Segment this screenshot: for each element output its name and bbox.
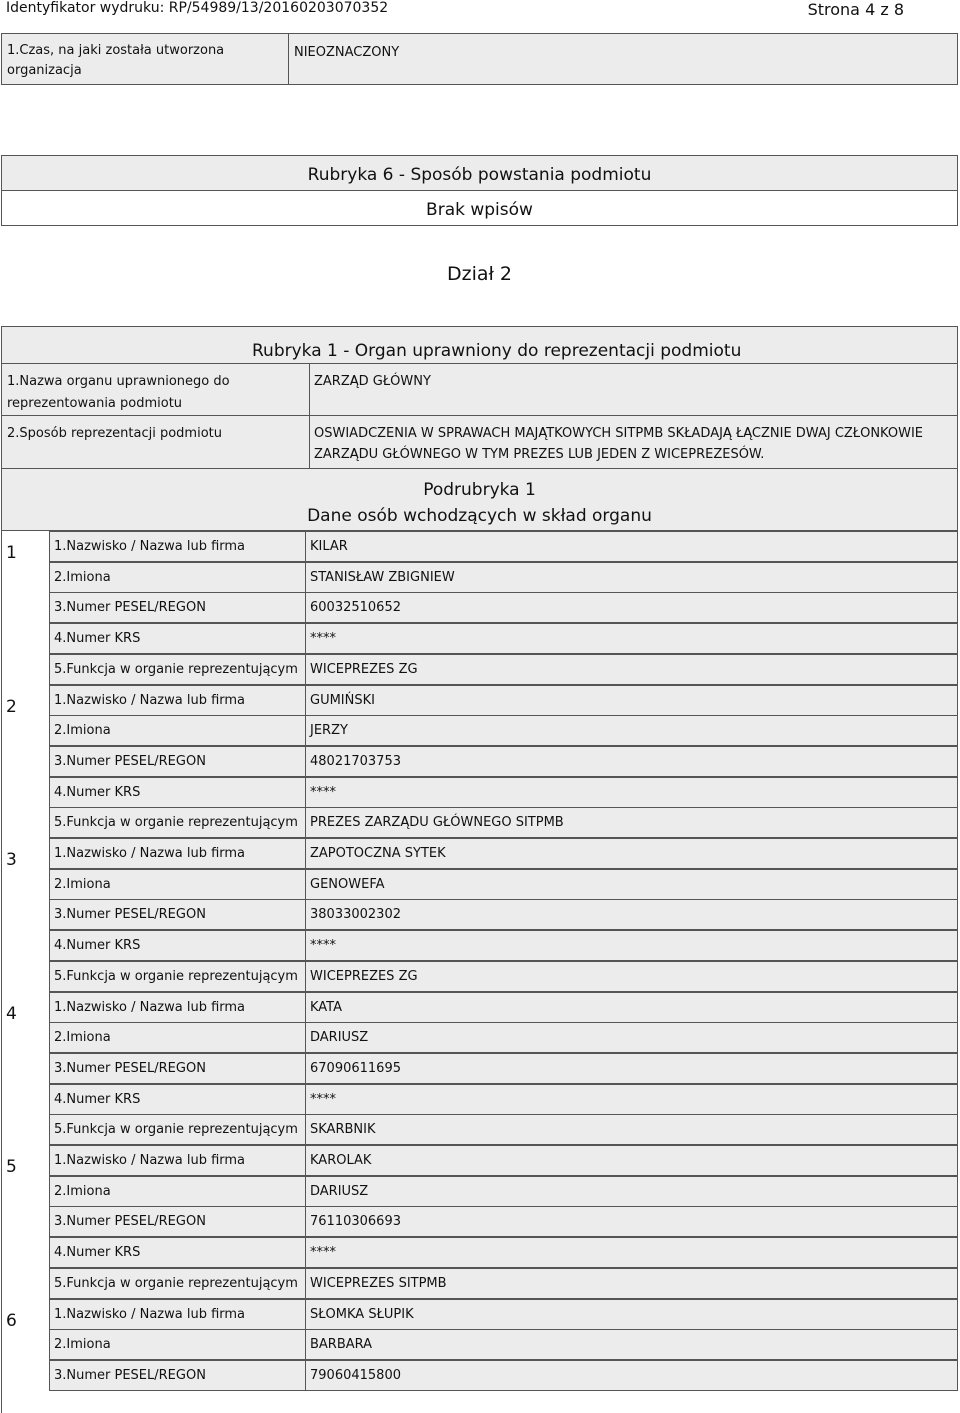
field-divider <box>305 747 306 776</box>
person-field-row <box>49 1360 958 1391</box>
person-field-row <box>49 992 958 1023</box>
person-field-row <box>49 1145 958 1176</box>
duration-label-line2: organizacja <box>7 63 82 78</box>
organ-label-line1: 1.Nazwa organu uprawnionego do <box>7 374 230 389</box>
person-number: 1 <box>6 543 17 563</box>
field-value: KATA <box>310 999 343 1015</box>
rubric1-divider-h2 <box>2 415 957 416</box>
field-label: 4.Numer KRS <box>54 784 141 800</box>
person-number: 2 <box>6 696 17 717</box>
person-number: 6 <box>6 1310 17 1331</box>
person-field-row <box>49 1176 958 1207</box>
field-label: 4.Numer KRS <box>54 938 141 954</box>
person-field-row <box>49 961 958 992</box>
field-value: ZAPOTOCZNA SYTEK <box>310 846 446 861</box>
field-value: 79060415800 <box>310 1367 401 1383</box>
rubric1-title: Rubryka 1 - Organ uprawniony do reprezentacji podmiotu <box>252 341 742 361</box>
person-field-row <box>49 1329 958 1360</box>
rubric6-value-box <box>1 190 958 226</box>
person-number: 3 <box>6 850 17 870</box>
rubric6-value: Brak wpisów <box>426 200 533 220</box>
field-divider <box>305 1269 306 1298</box>
person-field-row <box>49 869 958 900</box>
field-label: 4.Numer KRS <box>54 631 141 647</box>
field-value: JERZY <box>310 723 348 739</box>
field-divider <box>305 1115 306 1144</box>
duration-label <box>7 41 224 81</box>
field-label: 3.Numer PESEL/REGON <box>54 600 206 616</box>
field-divider <box>305 624 306 653</box>
person-field-row <box>49 899 958 930</box>
method-value-line1: OSWIADCZENIA W SPRAWACH MAJĄTKOWYCH SITPMB SKŁADAJĄ ŁĄCZNIE DWAJ CZŁONKOWIE <box>314 426 924 441</box>
field-divider <box>305 686 306 715</box>
page-number: Strona 4 z 8 <box>807 0 904 19</box>
field-value: GENOWEFA <box>310 876 385 892</box>
field-divider <box>305 1300 306 1329</box>
person-field-row <box>49 654 958 685</box>
person-field-row <box>49 1268 958 1299</box>
field-label: 2.Imiona <box>54 723 111 739</box>
duration-value: NIEOZNACZONY <box>294 45 400 60</box>
field-value: PREZES ZARZĄDU GŁÓWNEGO SITPMB <box>310 815 564 831</box>
print-identifier: Identyfikator wydruku: RP/54989/13/20160203070352 <box>6 0 389 16</box>
method-value <box>314 424 923 465</box>
field-value: WICEPREZES ZG <box>310 968 418 984</box>
field-label: 3.Numer PESEL/REGON <box>54 1214 206 1230</box>
subrubric-title: Podrubryka 1 <box>423 480 536 500</box>
field-label: 3.Numer PESEL/REGON <box>54 753 206 769</box>
field-value: STANISŁAW ZBIGNIEW <box>310 569 455 585</box>
person-field-row <box>49 1022 958 1053</box>
field-label: 3.Numer PESEL/REGON <box>54 907 206 923</box>
field-value: SŁOMKA SŁUPIK <box>310 1306 414 1322</box>
field-value: GUMIŃSKI <box>310 692 375 708</box>
field-divider <box>305 1330 306 1359</box>
rubric1-box <box>1 326 958 469</box>
field-value: DARIUSZ <box>310 1030 369 1046</box>
field-label: 2.Imiona <box>54 1337 111 1353</box>
person-field-row <box>49 685 958 716</box>
field-divider <box>305 1054 306 1083</box>
field-divider <box>305 593 306 622</box>
person-field-row <box>49 592 958 623</box>
field-divider <box>305 716 306 745</box>
field-divider <box>305 1177 306 1206</box>
field-label: 1.Nazwisko / Nazwa lub firma <box>54 539 246 554</box>
field-value: **** <box>310 938 336 954</box>
duration-label-line1: 1.Czas, na jaki została utworzona <box>7 43 225 58</box>
field-value: **** <box>310 631 336 647</box>
person-field-row <box>49 531 958 562</box>
person-field-row <box>49 1299 958 1330</box>
field-divider <box>305 839 306 868</box>
organ-label-line2: reprezentowania podmiotu <box>7 396 183 411</box>
field-label: 1.Nazwisko / Nazwa lub firma <box>54 1153 246 1168</box>
subrubric-subtitle: Dane osób wchodzących w skład organu <box>307 506 652 526</box>
person-field-row <box>49 623 958 654</box>
field-divider <box>305 655 306 684</box>
duration-divider <box>288 34 289 84</box>
person-field-row <box>49 1053 958 1084</box>
field-divider <box>305 900 306 929</box>
person-field-row <box>49 1084 958 1115</box>
field-divider <box>305 808 306 837</box>
field-label: 5.Funkcja w organie reprezentującym <box>54 1122 298 1138</box>
field-label: 5.Funkcja w organie reprezentującym <box>54 968 298 984</box>
field-label: 1.Nazwisko / Nazwa lub firma <box>54 1306 246 1322</box>
person-field-row <box>49 777 958 808</box>
field-divider <box>305 532 306 561</box>
field-value: **** <box>310 1091 336 1107</box>
field-divider <box>305 870 306 899</box>
field-value: BARBARA <box>310 1337 373 1353</box>
field-divider <box>305 1023 306 1052</box>
field-value: KILAR <box>310 539 348 554</box>
person-field-row <box>49 1206 958 1237</box>
subrubric-box <box>1 468 958 531</box>
method-label: 2.Sposób reprezentacji podmiotu <box>7 426 222 441</box>
field-label: 1.Nazwisko / Nazwa lub firma <box>54 999 246 1015</box>
person-field-row <box>49 1237 958 1268</box>
rubric1-divider-h <box>2 363 957 364</box>
section-title: Dział 2 <box>446 263 513 285</box>
field-label: 2.Imiona <box>54 1183 111 1199</box>
field-value: 76110306693 <box>310 1214 401 1230</box>
field-label: 2.Imiona <box>54 1030 111 1046</box>
field-divider <box>305 1207 306 1236</box>
person-field-row <box>49 838 958 869</box>
field-value: SKARBNIK <box>310 1122 376 1138</box>
field-value: 60032510652 <box>310 600 401 616</box>
field-divider <box>305 1146 306 1175</box>
field-divider <box>305 1238 306 1267</box>
field-divider <box>305 993 306 1022</box>
field-divider <box>305 931 306 960</box>
person-field-row <box>49 1114 958 1145</box>
person-field-row <box>49 807 958 838</box>
person-field-row <box>49 930 958 961</box>
rubric6-title: Rubryka 6 - Sposób powstania podmiotu <box>307 165 652 185</box>
person-field-row <box>49 715 958 746</box>
duration-row <box>1 33 958 85</box>
field-value: 67090611695 <box>310 1060 401 1076</box>
field-label: 2.Imiona <box>54 569 111 585</box>
field-label: 3.Numer PESEL/REGON <box>54 1367 206 1383</box>
person-number: 4 <box>6 1003 17 1024</box>
field-label: 4.Numer KRS <box>54 1091 141 1107</box>
field-divider <box>305 962 306 991</box>
field-value: 38033002302 <box>310 907 401 923</box>
field-label: 3.Numer PESEL/REGON <box>54 1060 206 1076</box>
field-label: 1.Nazwisko / Nazwa lub firma <box>54 846 246 861</box>
field-label: 5.Funkcja w organie reprezentującym <box>54 1275 298 1291</box>
rubric6-title-box <box>1 155 958 191</box>
organ-label <box>7 372 230 414</box>
field-value: **** <box>310 1245 336 1261</box>
person-number: 5 <box>6 1157 17 1177</box>
field-label: 5.Funkcja w organie reprezentującym <box>54 661 298 677</box>
field-value: DARIUSZ <box>310 1183 369 1199</box>
field-value: **** <box>310 784 336 800</box>
method-value-line2: ZARZĄDU GŁÓWNEGO W TYM PREZES LUB JEDEN Z WICEPREZESÓW. <box>314 447 765 462</box>
field-divider <box>305 778 306 807</box>
field-label: 1.Nazwisko / Nazwa lub firma <box>54 692 246 708</box>
field-value: WICEPREZES SITPMB <box>310 1275 447 1291</box>
field-label: 2.Imiona <box>54 876 111 892</box>
field-value: WICEPREZES ZG <box>310 661 418 677</box>
field-value: KAROLAK <box>310 1153 372 1168</box>
field-divider <box>305 1361 306 1390</box>
field-label: 5.Funkcja w organie reprezentującym <box>54 815 298 831</box>
field-divider <box>305 1085 306 1114</box>
field-divider <box>305 563 306 592</box>
person-field-row <box>49 562 958 593</box>
person-field-row <box>49 746 958 777</box>
field-value: 48021703753 <box>310 753 401 769</box>
organ-value: ZARZĄD GŁÓWNY <box>314 374 431 389</box>
field-label: 4.Numer KRS <box>54 1245 141 1261</box>
